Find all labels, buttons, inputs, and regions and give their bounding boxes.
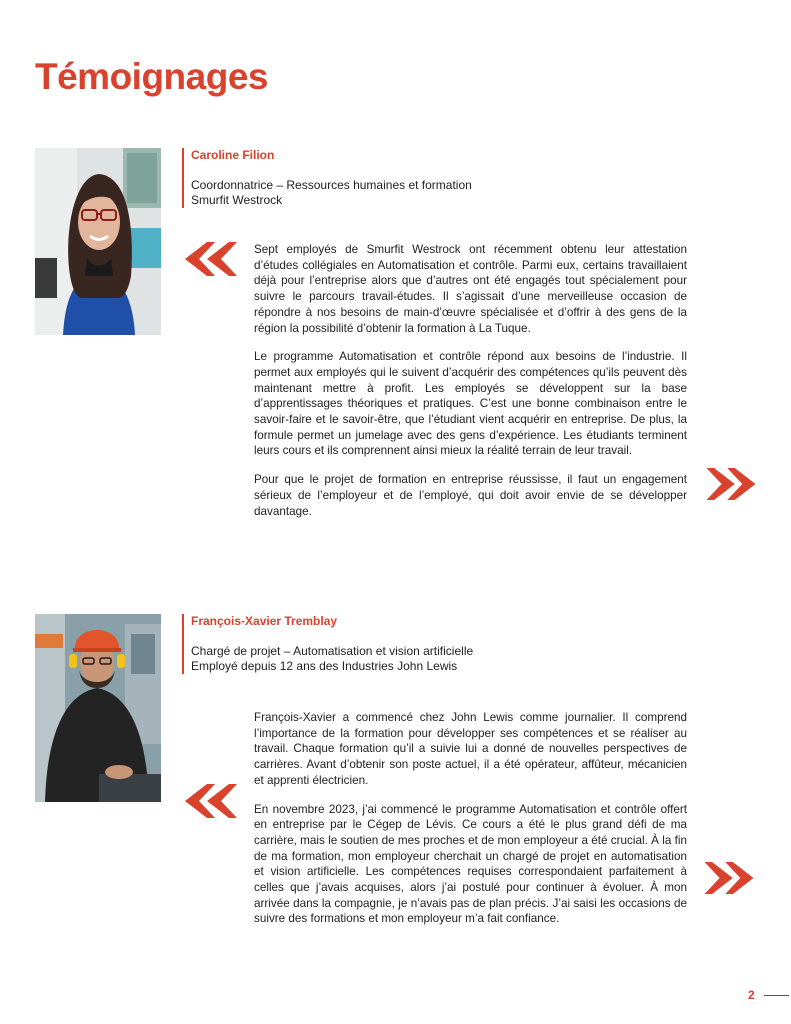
portrait-worker-hardhat-icon [35, 614, 161, 802]
person-role: Coordonnatrice – Ressources humaines et formation [191, 178, 472, 192]
quote-paragraph: Pour que le projet de formation en entreprise réussisse, il faut un engagement sérieux de l’employeur et de l’employé, qui doit avoir envie de se développer davantage. [254, 473, 687, 518]
person-role: Chargé de projet – Automatisation et vision artificielle [191, 644, 474, 658]
testimonial-quote-caroline [254, 242, 687, 532]
person-company: Employé depuis 12 ans des Industries John Lewis [191, 659, 458, 673]
quote-paragraph: Le programme Automatisation et contrôle répond aux besoins de l’industrie. Il permet aux employés qui le suivent d’acquérir des compétences qu’ils peuvent dès maintenant mettre à profit. Les employés se développent sur la base d’apprentissages théoriques et pratiques. C’est une bonne combinaison entre le savoir-faire et le savoir-être, que l’étudiant vient acquérir en entreprise. De plus, la formule permet un jumelage avec des gens d’expérience. Les étudiants terminent leurs cours et ils comprennent ainsi mieux la réalité terrain de leur travail. [254, 350, 687, 458]
person-card-francois-xavier [182, 614, 473, 674]
page-number: 2 [748, 988, 755, 1002]
portrait-photo-francois-xavier [35, 614, 161, 802]
page-title: Témoignages [35, 56, 268, 97]
person-company: Smurfit Westrock [191, 193, 283, 207]
person-name: Caroline Filion [191, 148, 275, 162]
person-name: François-Xavier Tremblay [191, 614, 338, 628]
open-quote-icon [185, 784, 237, 818]
close-quote-icon [706, 468, 756, 500]
quote-paragraph: En novembre 2023, j’ai commencé le programme Automatisation et contrôle offert en entreprise par le Cégep de Lévis. Ce cours a été le plus grand défi de ma carrière, mais le soutien de mes proches et de mon employeur a été crucial. À la fin de ma formation, mon employeur cherchait un chargé de projet en automatisation et vision artificielle. Les compétences requises correspondaient parfaitement à celles que j’avais acquises, alors j’ai postulé pour continuer à évoluer. À mon arrivée dans la compagnie, je n’avais pas de plan précis. J’ai saisi les occasions de suivre des formations et mon employeur m’a fait confiance. [254, 802, 687, 926]
portrait-woman-icon [35, 148, 161, 335]
testimonial-quote-francois-xavier [254, 710, 687, 940]
quote-paragraph: Sept employés de Smurfit Westrock ont récemment obtenu leur attestation d’études collégiales en Automatisation et contrôle. Parmi eux, certains travaillaient déjà pour l’entreprise alors que d’autres ont été engagés tout spécialement pour suivre le parcours travail-études. Il s’agissait d’une merveilleuse occasion de répondre à nos besoins de main-d’œuvre spécialisée et d’offrir à des gens de la région la possibilité d’obtenir la formation à La Tuque. [254, 243, 687, 335]
close-quote-icon [704, 862, 754, 894]
open-quote-icon [185, 242, 237, 276]
person-card-caroline [182, 148, 472, 208]
portrait-photo-caroline [35, 148, 161, 335]
page-number-rule [764, 995, 789, 996]
quote-paragraph: François-Xavier a commencé chez John Lewis comme journalier. Il comprend l’importance de la formation pour développer ses compétences et se réaliser au travail. Chaque formation qu’il a suivie lui a donné de nouvelles perspectives de carrières. Avant d’obtenir son poste actuel, il a été opérateur, affûteur, mécanicien et apprenti électricien. [254, 711, 687, 787]
